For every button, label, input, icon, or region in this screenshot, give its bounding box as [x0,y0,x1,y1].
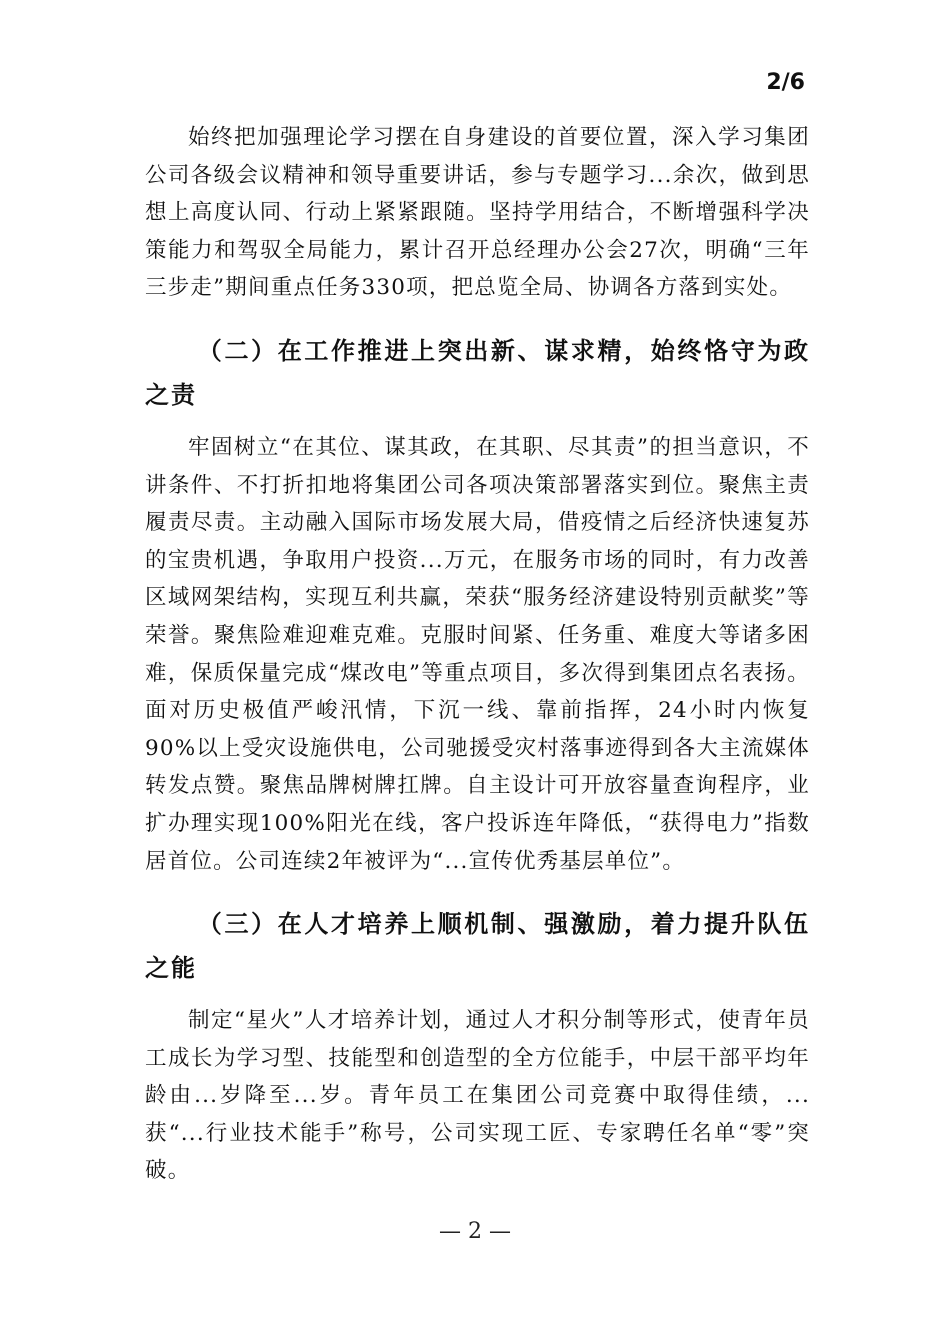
section-heading: （二）在工作推进上突出新、谋求精，始终恪守为政之责 [145,336,810,409]
page-footer-number: — 2 — [439,1219,511,1244]
body-paragraph: 牢固树立“在其位、谋其政，在其职、尽其责”的担当意识，不讲条件、不打折扣地将集团公司各项决策部署落实到位。聚焦主责履责尽责。主动融入国际市场发展大局，借疫情之后经济快速复苏的宝贵机遇，争取用户投资...万元，在服务市场的同时，有力改善区域网架结构，实现互利共赢，荣获“服务经济建设特别贡献奖”等荣誉。聚焦险难迎难克难。克服时间紧、任务重、难度大等诸多困难，保质保量完成“煤改电”等重点项目，多次得到集团点名表扬。面对历史极值严峻汛情，下沉一线、靠前指挥，24小时内恢复90%以上受灾设施供电，公司驰援受灾村落事迹得到各大主流媒体转发点赞。聚焦品牌树牌扛牌。自主设计可开放容量查询程序，业扩办理实现100%阳光在线，客户投诉连年降低，“获得电力”指数居首位。公司连续2年被评为“...宣传优秀基层单位”。 [145,434,810,874]
section-heading: （三）在人才培养上顺机制、强激励，着力提升队伍之能 [145,910,810,983]
page-counter: 2/6 [766,70,805,95]
body-paragraph: 制定“星火”人才培养计划，通过人才积分制等形式，使青年员工成长为学习型、技能型和创造型的全方位能手，中层干部平均年龄由...岁降至...岁。青年员工在集团公司竞赛中取得佳绩，...获“...行业技术能手”称号，公司实现工匠、专家聘任名单“零”突破。 [145,1008,810,1184]
document-body [145,117,810,1190]
body-paragraph: 始终把加强理论学习摆在自身建设的首要位置，深入学习集团公司各级会议精神和领导重要讲话，参与专题学习...余次，做到思想上高度认同、行动上紧紧跟随。坚持学用结合，不断增强科学决策能力和驾驭全局能力，累计召开总经理办公会27次，明确“三年三步走”期间重点任务330项，把总览全局、协调各方落到实处。 [145,125,810,301]
